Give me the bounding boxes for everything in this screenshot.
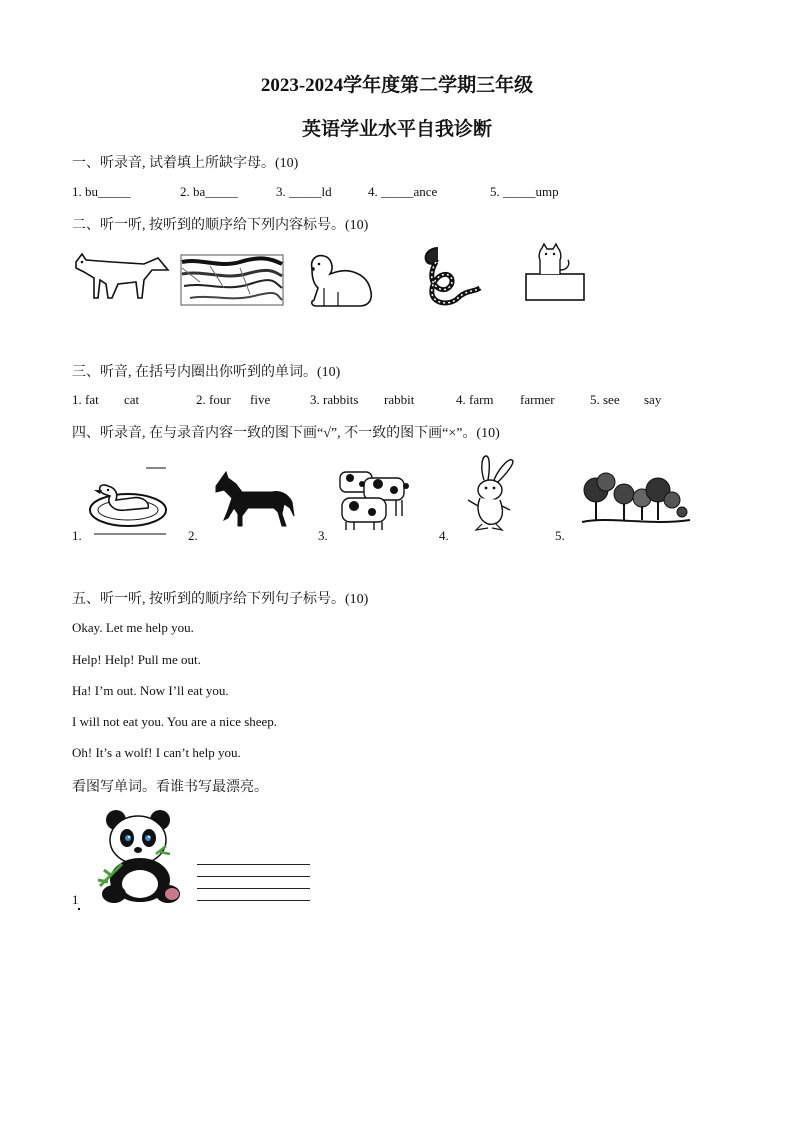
part5-heading: 五、听一听, 按听到的顺序给下列句子标号。(10) <box>72 592 369 607</box>
part4-label-4: 4. <box>439 528 449 543</box>
page-subtitle: 英语学业水平自我诊断 <box>301 119 492 140</box>
part6-label: 1 <box>72 892 79 907</box>
part1-heading: 一、听录音, 试着填上所缺字母。(10) <box>72 156 299 171</box>
part3-item-1-a: 1. fat <box>72 392 99 407</box>
part3-item-4-a: 4. farm <box>456 392 494 407</box>
writing-line-4[interactable] <box>197 900 310 901</box>
part1-item-1: 1. bu_____ <box>72 184 131 199</box>
part1-item-2: 2. ba_____ <box>180 184 238 199</box>
part3-item-2-b: five <box>250 392 271 407</box>
writing-line-2[interactable] <box>197 876 310 877</box>
sentence-4: I will not eat you. You are a nice sheep. <box>72 714 278 729</box>
sentence-3: Ha! I’m out. Now I’ll eat you. <box>72 683 229 698</box>
part4-heading: 四、听录音, 在与录音内容一致的图下画“√”, 不一致的图下画“×”。(10) <box>72 426 500 441</box>
duck-icon <box>86 466 168 536</box>
part6-heading: 看图写单词。看谁书写最漂亮。 <box>72 780 268 795</box>
trees-icon <box>580 472 692 528</box>
writing-line-1[interactable] <box>197 864 310 865</box>
river-icon <box>180 254 284 306</box>
part2-heading: 二、听一听, 按听到的顺序给下列内容标号。(10) <box>72 218 369 233</box>
part3-item-5-b: say <box>644 392 662 407</box>
snake-icon <box>420 242 486 308</box>
part4-label-5: 5. <box>555 528 565 543</box>
sentence-1: Okay. Let me help you. <box>72 620 194 635</box>
page-title: 2023-2024学年度第二学期三年级 <box>260 75 534 96</box>
part3-heading: 三、听音, 在括号内圈出你听到的单词。(10) <box>72 365 341 380</box>
writing-line-3[interactable] <box>197 888 310 889</box>
part3-item-1-b: cat <box>124 392 140 407</box>
part4-label-1: 1. <box>72 528 82 543</box>
rabbit-icon <box>458 454 520 532</box>
horse-icon <box>208 468 296 530</box>
cows-icon <box>334 464 416 534</box>
part1-item-3: 3. _____ld <box>276 184 332 199</box>
part3-item-4-b: farmer <box>520 392 555 407</box>
part3-item-3-a: 3. rabbits <box>310 392 359 407</box>
part3-item-2-a: 2. four <box>196 392 231 407</box>
part1-item-4: 4. _____ance <box>368 184 438 199</box>
part1-item-5: 5. _____ump <box>490 184 559 199</box>
part4-label-3: 3. <box>318 528 328 543</box>
panda-icon <box>94 806 190 906</box>
sentence-2: Help! Help! Pull me out. <box>72 652 201 667</box>
part4-label-2: 2. <box>188 528 198 543</box>
wolf-icon <box>72 240 170 302</box>
part3-item-5-a: 5. see <box>590 392 620 407</box>
cat-on-box-icon <box>522 240 594 304</box>
part3-item-3-b: rabbit <box>384 392 415 407</box>
dot-mark <box>78 908 80 910</box>
polar-bear-icon <box>302 248 376 308</box>
sentence-5: Oh! It’s a wolf! I can’t help you. <box>72 745 241 760</box>
